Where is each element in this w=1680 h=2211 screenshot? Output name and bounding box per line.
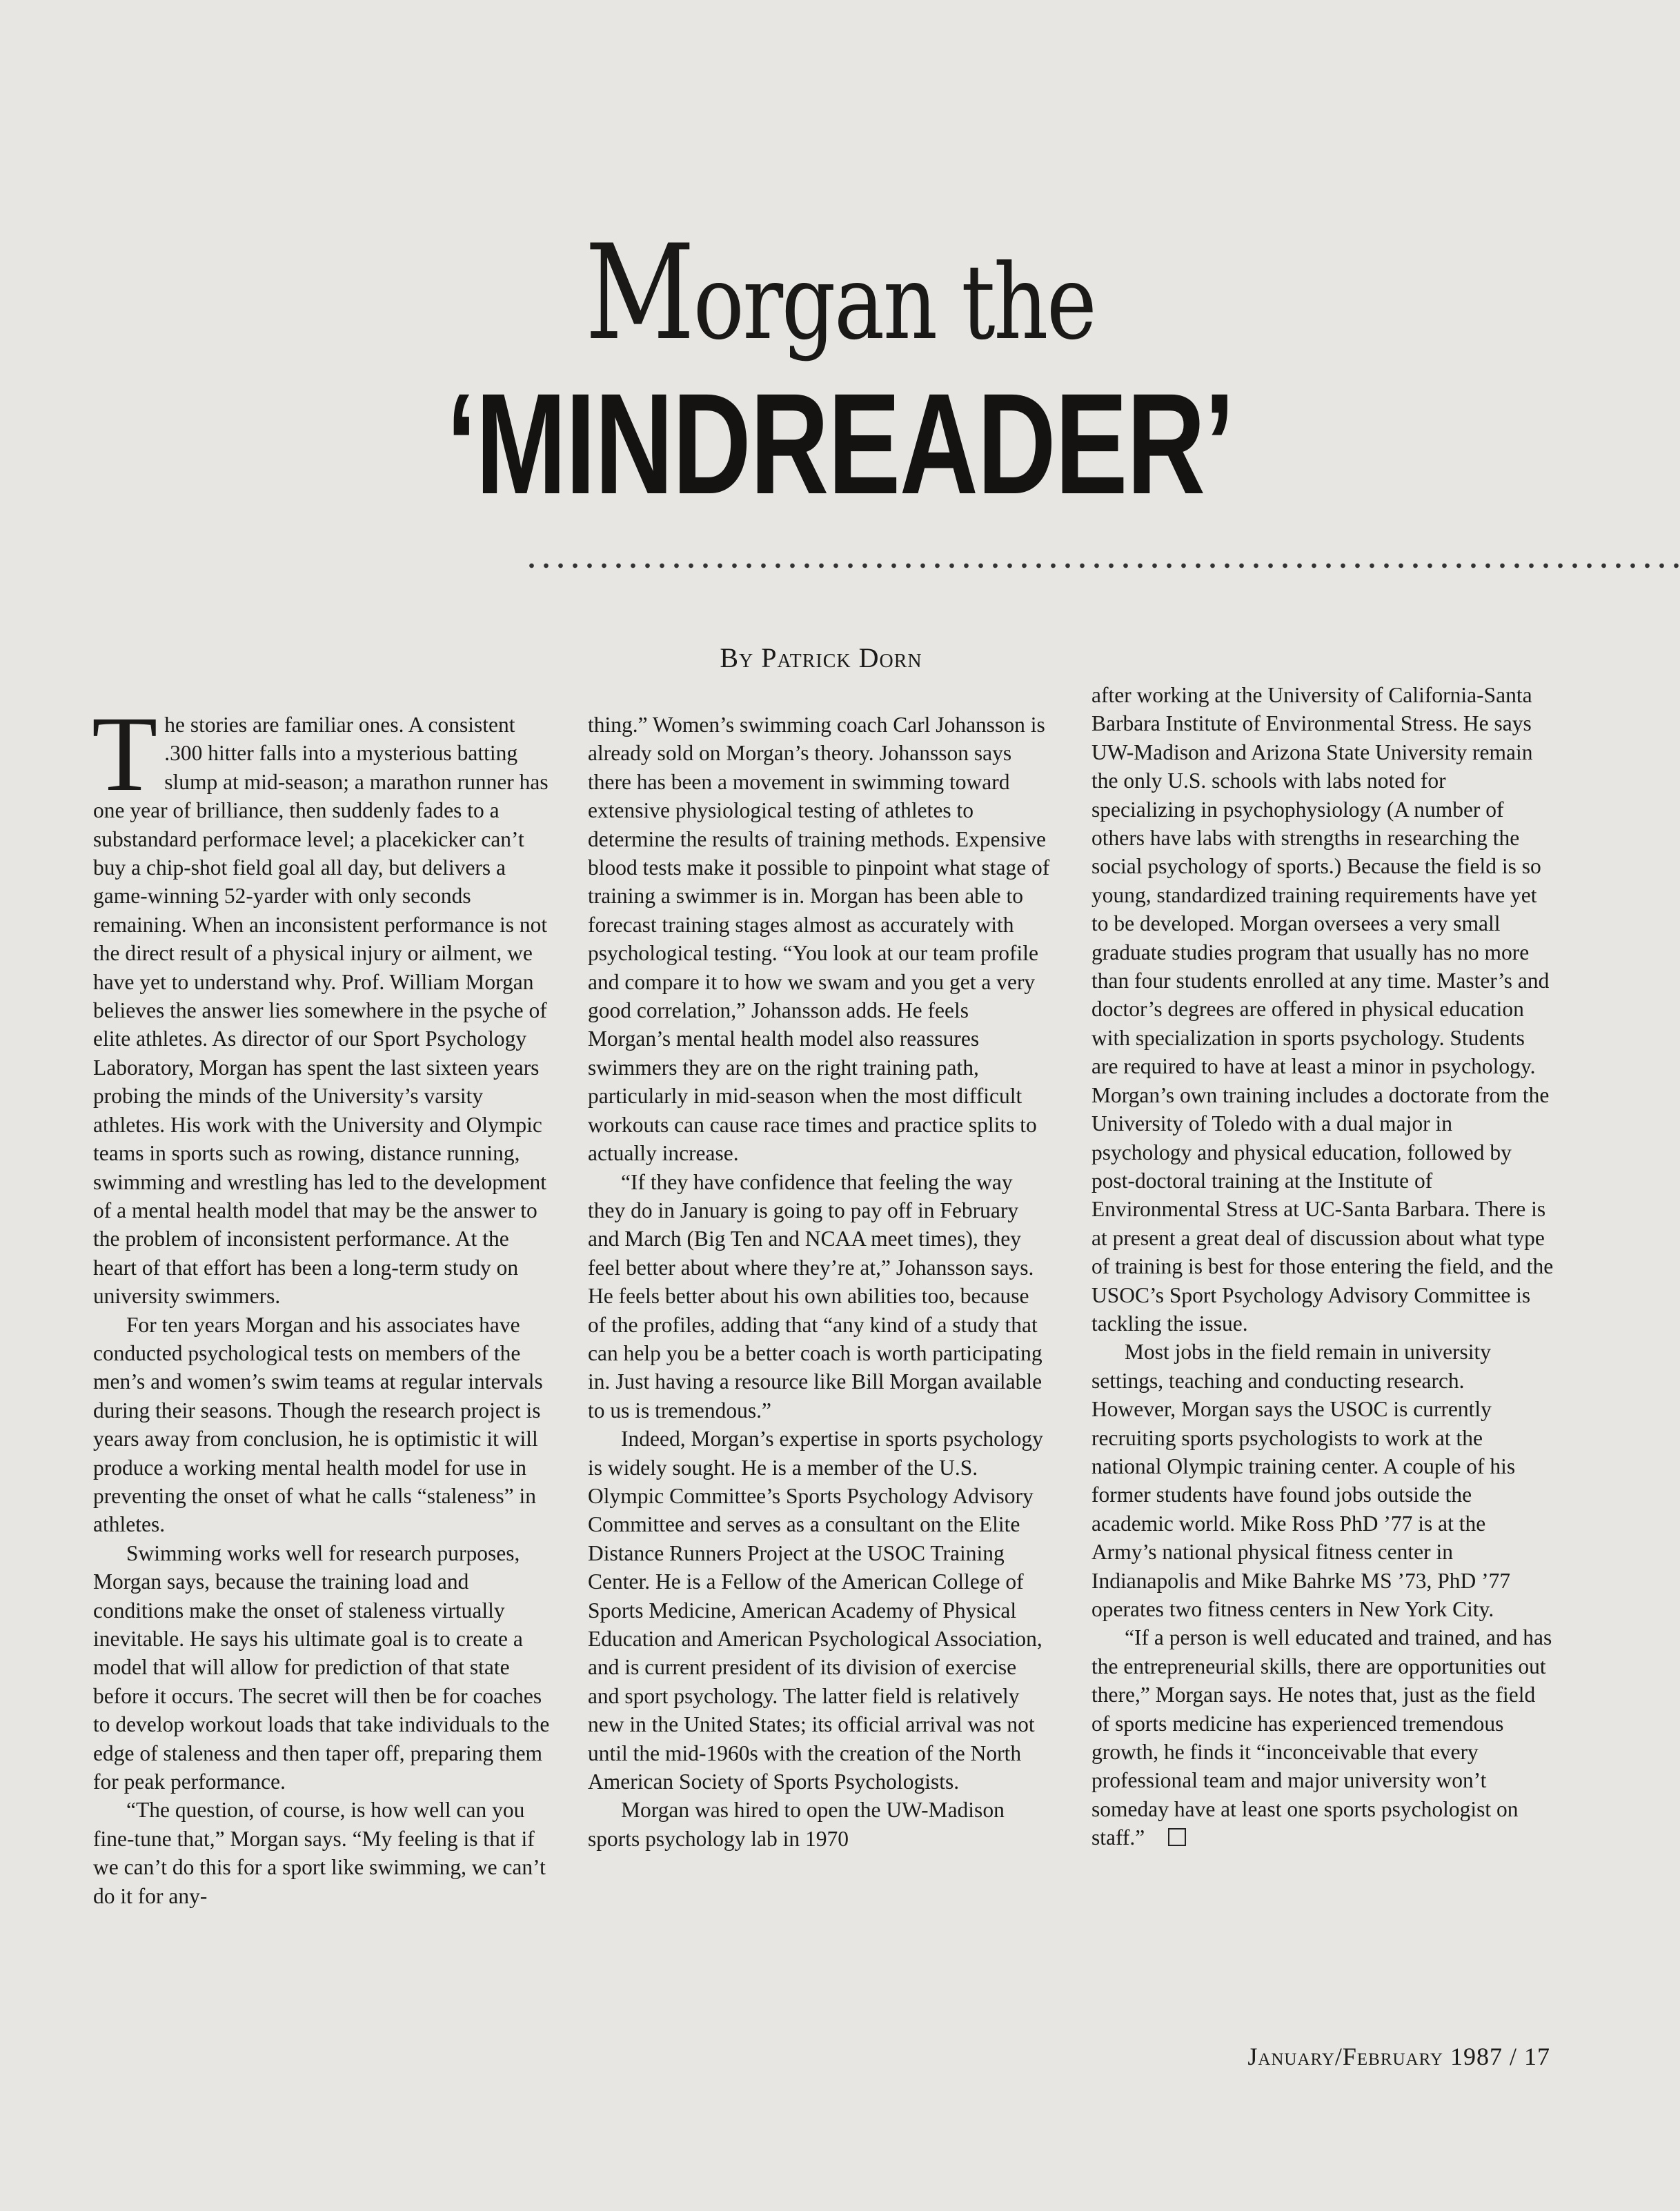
drop-cap: T [92,694,158,813]
title-initial: M [584,217,693,369]
dotted-rule [524,562,1680,569]
paragraph [92,694,555,1311]
title-line-1-text: organ the [693,243,1096,363]
paragraph: Indeed, Morgan’s expertise in sports psychology is widely sought. He is a member of the U.S. Olympic Committee’s Sports Psychology Advisory Committee and serves as a consultant on the Elite Distance Runners Project at the USOC Training Center. He is a Fellow of the American College of Sports Medicine, American Academy of Physical Education and American Psychological Association, and is current president of its division of exercise and sport psychology. The latter field is relatively new in the United States; its official arrival was not until the mid-1960s with the creation of the North American Society of Sports Psychologists. [588,1427,1043,1794]
paragraph: after working at the University of California-Santa Barbara Institute of Environmental Stress. He says UW-Madison and Arizona State University remain the only U.S. schools with labs noted for specializing in psychophysiology (A number of others have labs with strengths in researching the social psychology of sports.) Because the field is so young, standardized training requirements have yet to be developed. Morgan oversees a very small graduate studies program that usually has no more than four students enrolled at any time. Master’s and doctor’s degrees are offered in physical education with specialization in sports psychology. Students are required to have at least a minor in psychology. Morgan’s own training includes a doctorate from the University of Toledo with a dual major in psychology and physical education, followed by post-doctoral training at the Institute of Environmental Stress at UC-Santa Barbara. There is at present a great deal of discussion about what type of training is best for those entering the field, and the USOC’s Sport Psychology Advisory Committee is tackling the issue. [1091,683,1554,1336]
article-title-line-1 [151,217,1529,369]
article-title-line-2: ‘MINDREADER’ [446,364,1234,524]
end-mark-icon [1168,1828,1186,1846]
paragraph: Morgan was hired to open the UW-Madison sports psychology lab in 1970 [588,1798,1005,1851]
paragraph-text: “If a person is well educated and trained, and has the entrepreneurial skills, there are opportunities out there,” Morgan says. He notes that, just as the field of sports medicine has experienced tremendous growth, he finds it “inconceivable that every professional team and major university won’t someday have at least one sports psychologist on staff.” [1091,1625,1552,1850]
article-column-1 [92,694,555,1910]
paragraph [1091,1623,1554,1852]
paragraph: Most jobs in the field remain in university settings, teaching and conducting research. However, Morgan says the USOC is currently recruiting sports psychologists to work at the national Olympic training center. A couple of his former students have found jobs outside the academic world. Mike Ross PhD ’77 is at the Army’s national physical fitness center in Indianapolis and Mike Bahrke MS ’73, PhD ’77 operates two fitness centers in New York City. [1091,1340,1516,1621]
article-column-2 [588,711,1050,1853]
paragraph: For ten years Morgan and his associates have conducted psychological tests on members of the men’s and women’s swim teams at regular intervals during their seasons. Though the research project is years away from conclusion, he is optimistic it will produce a working mental health model for use in preventing the onset of what he calls “staleness” in athletes. [93,1312,543,1537]
paragraph: Swimming works well for research purposes, Morgan says, because the training load and conditions make the onset of staleness virtually inevitable. He says his ultimate goal is to create a model that will allow for prediction of that state before it occurs. The secret will then be for coaches to develop workout loads that take individuals to the edge of staleness and then taper off, preparing them for peak performance. [93,1540,550,1794]
paragraph: “If they have confidence that feeling the way they do in January is going to pay off in February and March (Big Ten and NCAA meet times), they feel better about where they’re at,” Johansson says. He feels better about his own abilities too, because of the profiles, adding that “any kind of a study that can help you be a better coach is worth participating in. Just having a resource like Bill Morgan available to us is tremendous.” [588,1169,1042,1422]
paragraph-text: he stories are familiar ones. A consistent .300 hitter falls into a mysterious batting slump at mid-season; a marathon runner has one year of brilliance, then suddenly fades to a substandard performace level; a placekicker can’t buy a chip-shot field goal all day, but delivers a game-winning 52-yarder with only seconds remaining. When an inconsistent performance is not the direct result of a physical injury or ailment, we have yet to understand why. Prof. William Morgan believes the answer lies somewhere in the psyche of elite athletes. As director of our Sport Psychology Laboratory, Morgan has spent the last sixteen years probing the minds of the University’s varsity athletes. His work with the University and Olympic teams in sports such as rowing, distance running, swimming and wrestling has led to the development of a mental health model that may be the answer to the problem of inconsistent performance. At the heart of that effort has been a long-term study on university swimmers. [93,713,549,1309]
byline: By Patrick Dorn [720,642,922,673]
paragraph: thing.” Women’s swimming coach Carl Johansson is already sold on Morgan’s theory. Johansson says there has been a movement in swimming toward extensive physiological testing of athletes to determine the results of training methods. Expensive blood tests make it possible to pinpoint what stage of training a swimmer is in. Morgan has been able to forecast training stages almost as accurately with psychological testing. “You look at our team profile and compare it to how we swam and you get a very good correlation,” Johansson adds. He feels Morgan’s mental health model also reassures swimmers they are on the right training path, particularly in mid-season when the most difficult workouts can cause race times and practice splits to actually increase. [588,713,1050,1166]
paragraph: “The question, of course, is how well can you fine-tune that,” Morgan says. “My feeling is that if we can’t do this for a sport like swimming, we can’t do it for any- [93,1798,546,1908]
page-footer-folio: January/February 1987 / 17 [1247,2043,1550,2070]
article-column-3 [1091,681,1554,1852]
